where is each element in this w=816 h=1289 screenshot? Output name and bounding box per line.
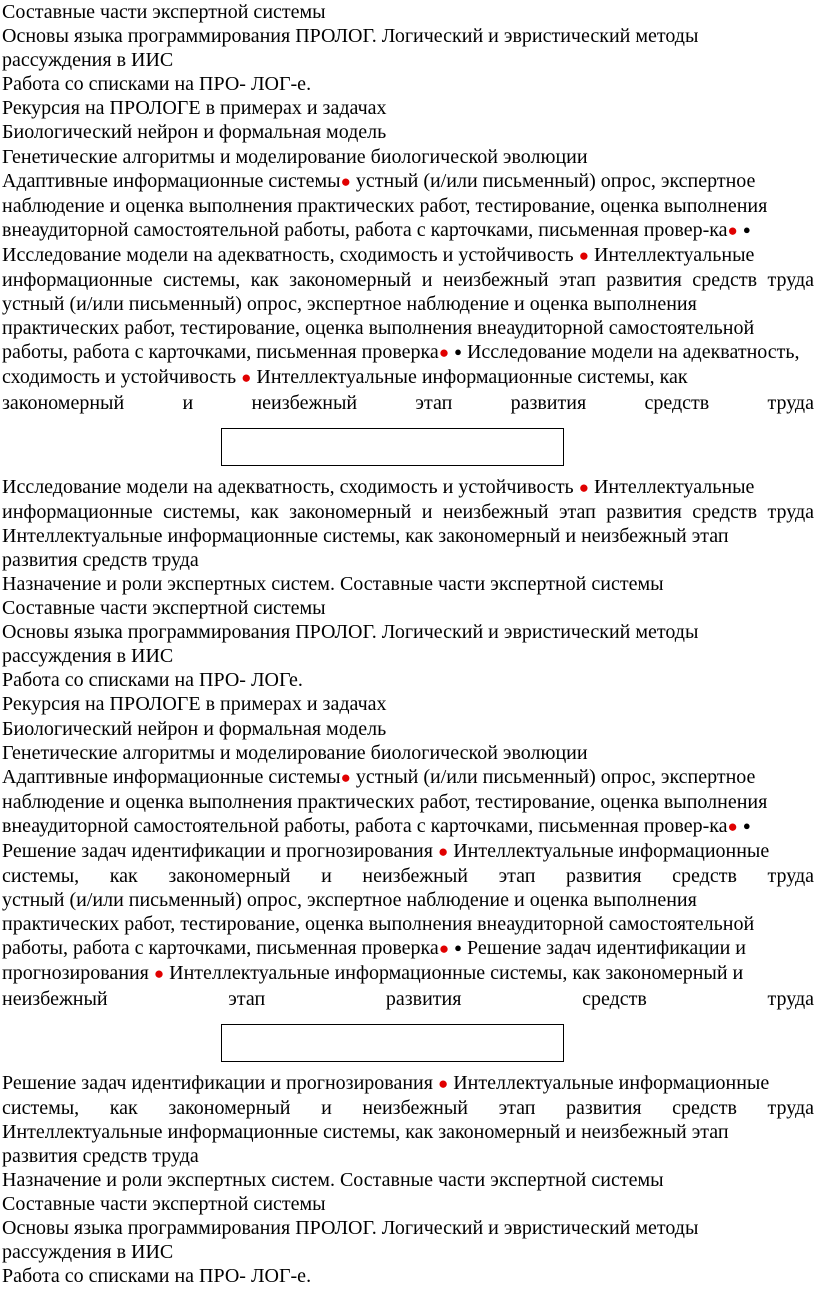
- black-bullet-icon: ●: [742, 817, 751, 833]
- paragraph-text: устный (и/или письменный) опрос, экспертное наблюдение и оценка выполнения практических работ, тестирование, оценка выполнения внеаудиторной самостоятельной работы, работа с карточками, письменная проверка: [2, 889, 755, 960]
- paragraph-text: устный (и/или письменный) опрос, экспертное наблюдение и оценка выполнения практических работ, тестирование, оценка выполнения внеаудиторной самостоятельной работы, работа с карточками, письменная провер-ка: [2, 765, 768, 837]
- paragraph-text: Решение задач идентификации и прогнозирования: [2, 840, 433, 862]
- red-bullet-icon: ●: [578, 477, 589, 497]
- paragraph: [0, 765, 816, 888]
- paragraph-text: Интеллектуальные информационные системы, как закономерный и неизбежный этап развития средств труда: [2, 243, 814, 292]
- text-line: Составные части экспертной системы: [2, 1, 326, 23]
- text-line: Назначение и роли экспертных систем. Составные части экспертной системы: [2, 1169, 664, 1192]
- red-bullet-icon: ●: [340, 767, 351, 787]
- paragraph-text: Интеллектуальные информационные системы, как закономерный и неизбежный этап развития средств труда: [2, 840, 814, 888]
- text-line: Основы языка программирования ПРОЛОГ. Логический и эвристический методы: [2, 621, 699, 644]
- red-bullet-icon: ●: [241, 368, 252, 388]
- black-bullet-icon: ●: [454, 940, 462, 956]
- empty-box: [221, 1024, 564, 1062]
- text-line: Генетические алгоритмы и моделирование биологической эволюции: [2, 741, 588, 764]
- text-line: Интеллектуальные информационные системы, как закономерный и неизбежный этап: [2, 1120, 729, 1143]
- paragraph-text: Исследование модели на адекватность, сходимость и устойчивость: [2, 475, 574, 498]
- text-line: развития средств труда: [2, 1144, 199, 1167]
- paragraph-text: Адаптивные информационные системы: [2, 169, 341, 192]
- red-bullet-icon: ●: [153, 964, 165, 984]
- text-line: развития средств труда: [2, 548, 199, 571]
- text-line: Генетические алгоритмы и моделирование биологической эволюции: [2, 145, 588, 168]
- text-line: рассуждения в ИИС: [2, 645, 174, 668]
- red-bullet-icon: ●: [437, 842, 449, 861]
- paragraph: [0, 475, 816, 524]
- text-line: Основы языка программирования ПРОЛОГ. Логический и эвристический методы: [2, 1217, 699, 1240]
- paragraph: [0, 888, 816, 1010]
- text-line: Составные части экспертной системы: [2, 1193, 326, 1216]
- paragraph-text: устный (и/или письменный) опрос, экспертное наблюдение и оценка выполнения практических работ, тестирование, оценка выполнения внеаудиторной самостоятельной работы, работа с карточками, письменная провер-ка: [2, 169, 768, 241]
- red-bullet-icon: ●: [340, 171, 351, 191]
- text-line: Рекурсия на ПРОЛОГЕ в примерах и задачах: [2, 97, 387, 120]
- empty-box: [221, 428, 564, 466]
- text-line: Работа со списками на ПРО- ЛОГе.: [2, 669, 303, 692]
- red-bullet-icon: ●: [727, 816, 738, 836]
- black-bullet-icon: ●: [454, 344, 462, 360]
- paragraph-text: Решение задач идентификации и прогнозирования: [2, 1071, 433, 1094]
- text-line: Работа со списками на ПРО- ЛОГ-е.: [2, 73, 312, 96]
- text-line: рассуждения в ИИС: [2, 1241, 174, 1264]
- paragraph-text: Интеллектуальные информационные системы, как закономерный и неизбежный этап развития средств труда: [2, 475, 814, 523]
- paragraph-text: Интеллектуальные информационные системы, как закономерный и неизбежный этап развития средств труда: [2, 366, 814, 414]
- black-bullet-icon: ●: [742, 221, 751, 237]
- text-line: Биологический нейрон и формальная модель: [2, 121, 387, 144]
- text-line: рассуждения в ИИС: [2, 49, 174, 72]
- red-bullet-icon: ●: [727, 220, 738, 240]
- paragraph-text: Исследование модели на адекватность, сходимость и устойчивость: [2, 341, 800, 389]
- paragraph-text: устный (и/или письменный) опрос, экспертное наблюдение и оценка выполнения практических работ, тестирование, оценка выполнения внеаудиторной самостоятельной работы, работа с карточками, письменная проверка: [2, 293, 755, 364]
- paragraph: [0, 292, 816, 414]
- text-line: Интеллектуальные информационные системы, как закономерный и неизбежный этап: [2, 524, 729, 547]
- text-line: Основы языка программирования ПРОЛОГ. Логический и эвристический методы: [2, 25, 699, 48]
- text-line: Работа со списками на ПРО- ЛОГ-е.: [2, 1265, 312, 1288]
- text-line: Биологический нейрон и формальная модель: [2, 717, 387, 740]
- paragraph: [0, 169, 816, 292]
- paragraph: [0, 1071, 816, 1120]
- paragraph-text: Интеллектуальные информационные системы, как закономерный и неизбежный этап развития средств труда: [2, 962, 814, 1010]
- paragraph-text: Адаптивные информационные системы: [2, 765, 341, 788]
- red-bullet-icon: ●: [438, 343, 450, 363]
- red-bullet-icon: ●: [578, 245, 589, 265]
- paragraph-text: Интеллектуальные информационные системы, как закономерный и неизбежный этап развития средств труда: [2, 1071, 814, 1119]
- paragraph-text: Решение задач идентификации и прогнозирования: [2, 937, 747, 985]
- text-line: Составные части экспертной системы: [2, 597, 326, 620]
- red-bullet-icon: ●: [437, 1073, 449, 1093]
- red-bullet-icon: ●: [438, 939, 450, 959]
- paragraph-text: Исследование модели на адекватность, сходимость и устойчивость: [2, 243, 574, 266]
- text-line: Назначение и роли экспертных систем. Составные части экспертной системы: [2, 572, 664, 595]
- text-line: Рекурсия на ПРОЛОГЕ в примерах и задачах: [2, 693, 387, 716]
